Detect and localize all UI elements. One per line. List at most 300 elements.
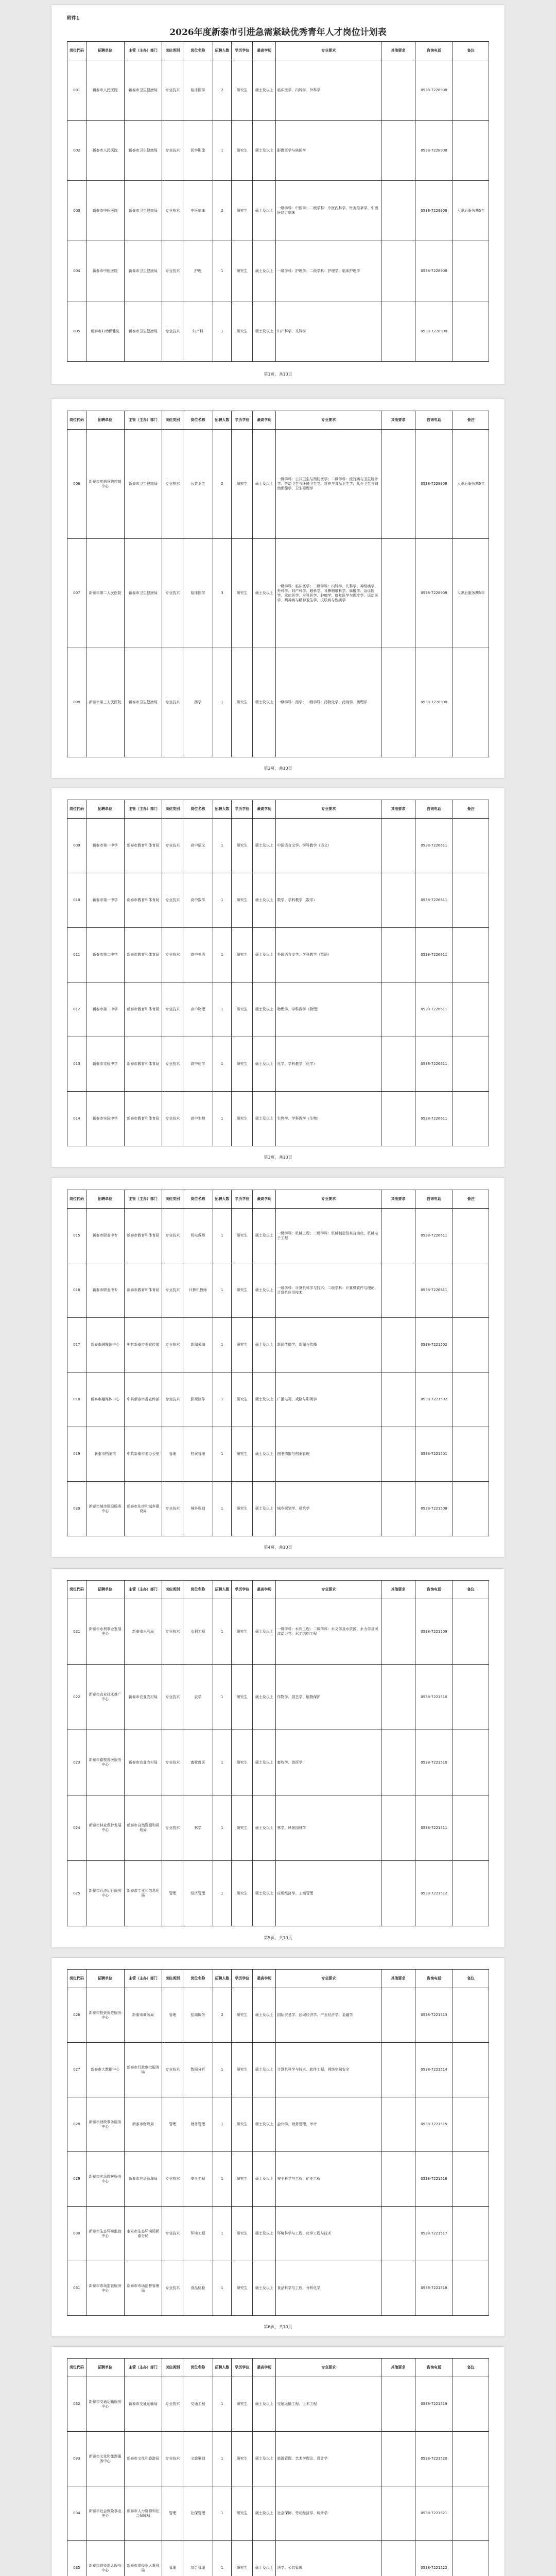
cell-num: 1 <box>213 1795 232 1861</box>
cell-code: 025 <box>67 1861 86 1926</box>
cell-major: 国际贸易学、区域经济学、产业经济学、金融学 <box>276 1988 381 2043</box>
recruitment-table <box>67 800 489 1146</box>
cell-phone: 0538-7221511 <box>415 1795 453 1861</box>
cell-major: 妇产科学、儿科学 <box>276 301 381 362</box>
table-row <box>67 2486 489 2541</box>
cell-deg: 硕士及以上 <box>253 819 276 873</box>
cell-deg: 硕士及以上 <box>253 1988 276 2043</box>
column-header: 备注 <box>453 1970 489 1988</box>
cell-major: 法学、公共管理 <box>276 2541 381 2576</box>
cell-deg: 硕士及以上 <box>253 1599 276 1665</box>
cell-code: 011 <box>67 928 86 982</box>
cell-cat: 专业技术 <box>162 2207 183 2261</box>
cell-note <box>453 928 489 982</box>
cell-edu: 研究生 <box>232 819 253 873</box>
table-row <box>67 241 489 301</box>
cell-cat: 专业技术 <box>162 2152 183 2207</box>
column-header: 招聘人数 <box>213 1970 232 1988</box>
cell-note <box>453 2097 489 2152</box>
table-row <box>67 1795 489 1861</box>
column-header: 招聘单位 <box>86 2359 124 2377</box>
cell-name: 交通工程 <box>183 2377 213 2432</box>
cell-code: 029 <box>67 2152 86 2207</box>
cell-unit: 新泰市疾病预防控制中心 <box>86 430 124 539</box>
cell-cat: 管理 <box>162 1861 183 1926</box>
cell-cat: 专业技术 <box>162 1372 183 1427</box>
table-row <box>67 1037 489 1092</box>
cell-cat: 专业技术 <box>162 1665 183 1730</box>
cell-num: 1 <box>213 928 232 982</box>
column-header: 备注 <box>453 1190 489 1209</box>
cell-note <box>453 2152 489 2207</box>
cell-code: 028 <box>67 2097 86 2152</box>
cell-edu: 研究生 <box>232 241 253 301</box>
cell-unit: 新泰市财政事务服务中心 <box>86 2097 124 2152</box>
cell-code: 035 <box>67 2541 86 2576</box>
table-row <box>67 2432 489 2486</box>
cell-num: 1 <box>213 1665 232 1730</box>
column-header: 主管（主办）部门 <box>124 800 162 819</box>
column-header: 岗位名称 <box>183 42 213 60</box>
table-row <box>67 928 489 982</box>
column-header: 主管（主办）部门 <box>124 1190 162 1209</box>
cell-num: 1 <box>213 2043 232 2097</box>
cell-major: 一级学科：水利工程；二级学科：水文学及水资源、水力学及河流动力学、水工结构工程 <box>276 1599 381 1665</box>
cell-other <box>381 430 415 539</box>
cell-deg: 硕士及以上 <box>253 1482 276 1536</box>
cell-unit: 新泰市中医医院 <box>86 241 124 301</box>
cell-other <box>381 2261 415 2316</box>
cell-deg: 硕士及以上 <box>253 121 276 181</box>
cell-unit: 新泰市第一中学 <box>86 819 124 873</box>
cell-note <box>453 2207 489 2261</box>
cell-deg: 硕士及以上 <box>253 2152 276 2207</box>
cell-cat: 专业技术 <box>162 2432 183 2486</box>
column-header: 招聘单位 <box>86 411 124 430</box>
cell-dept: 新泰市人力资源和社会保障局 <box>124 2486 162 2541</box>
cell-dept: 新泰市卫生健康局 <box>124 121 162 181</box>
column-header: 学历学位 <box>232 800 253 819</box>
cell-phone: 0538-7228908 <box>415 121 453 181</box>
cell-name: 公共卫生 <box>183 430 213 539</box>
cell-num: 1 <box>213 1861 232 1926</box>
cell-name: 中医临床 <box>183 181 213 241</box>
cell-deg: 硕士及以上 <box>253 430 276 539</box>
cell-phone: 0538-7226611 <box>415 982 453 1037</box>
cell-deg: 硕士及以上 <box>253 1861 276 1926</box>
cell-cat: 管理 <box>162 1988 183 2043</box>
column-header: 其他要求 <box>381 2359 415 2377</box>
cell-dept: 中共新泰市委宣传部 <box>124 1318 162 1372</box>
cell-major: 旅游管理、艺术学理论、设计学 <box>276 2432 381 2486</box>
cell-phone: 0538-7226611 <box>415 928 453 982</box>
column-header: 学历学位 <box>232 1970 253 1988</box>
cell-note <box>453 873 489 928</box>
column-header: 主管（主办）部门 <box>124 1970 162 1988</box>
column-header: 咨询电话 <box>415 1190 453 1209</box>
cell-deg: 硕士及以上 <box>253 873 276 928</box>
cell-name: 财务管理 <box>183 2097 213 2152</box>
cell-major: 作物学、园艺学、植物保护 <box>276 1665 381 1730</box>
cell-note <box>453 1665 489 1730</box>
cell-deg: 硕士及以上 <box>253 60 276 121</box>
column-header: 岗位类别 <box>162 42 183 60</box>
cell-note <box>453 2043 489 2097</box>
cell-major: 计算机科学与技术、软件工程、网络空间安全 <box>276 2043 381 2097</box>
cell-unit: 新泰市第二中学 <box>86 982 124 1037</box>
cell-edu: 研究生 <box>232 60 253 121</box>
cell-num: 1 <box>213 2377 232 2432</box>
cell-num: 3 <box>213 539 232 648</box>
cell-num: 1 <box>213 121 232 181</box>
table-header-row <box>67 411 489 430</box>
document-page <box>51 1178 505 1557</box>
cell-edu: 研究生 <box>232 2043 253 2097</box>
cell-deg: 硕士及以上 <box>253 2486 276 2541</box>
column-header: 岗位代码 <box>67 411 86 430</box>
cell-phone: 0538-7228908 <box>415 241 453 301</box>
cell-name: 林学 <box>183 1795 213 1861</box>
table-header-row <box>67 800 489 819</box>
cell-cat: 专业技术 <box>162 181 183 241</box>
column-header: 招聘人数 <box>213 411 232 430</box>
table-row <box>67 539 489 648</box>
cell-name: 药学 <box>183 648 213 757</box>
cell-cat: 专业技术 <box>162 1037 183 1092</box>
cell-deg: 硕士及以上 <box>253 1665 276 1730</box>
column-header: 最高学历 <box>253 1581 276 1599</box>
cell-note <box>453 241 489 301</box>
cell-other <box>381 648 415 757</box>
cell-note <box>453 982 489 1037</box>
cell-dept: 新泰市市场监督管理局 <box>124 2261 162 2316</box>
column-header: 岗位代码 <box>67 1970 86 1988</box>
cell-edu: 研究生 <box>232 2486 253 2541</box>
cell-name: 影视制作 <box>183 1372 213 1427</box>
cell-other <box>381 1372 415 1427</box>
cell-dept: 中共新泰市委宣传部 <box>124 1372 162 1427</box>
cell-dept: 新泰市卫生健康局 <box>124 648 162 757</box>
cell-cat: 专业技术 <box>162 928 183 982</box>
table-row <box>67 982 489 1037</box>
cell-deg: 硕士及以上 <box>253 2097 276 2152</box>
cell-edu: 研究生 <box>232 2207 253 2261</box>
table-row <box>67 1092 489 1146</box>
cell-cat: 专业技术 <box>162 241 183 301</box>
cell-phone: 0538-7221519 <box>415 2377 453 2432</box>
cell-name: 档案管理 <box>183 1427 213 1482</box>
cell-cat: 管理 <box>162 2541 183 2576</box>
cell-code: 009 <box>67 819 86 873</box>
cell-code: 022 <box>67 1665 86 1730</box>
cell-name: 水利工程 <box>183 1599 213 1665</box>
cell-num: 1 <box>213 819 232 873</box>
cell-num: 1 <box>213 1482 232 1536</box>
cell-code: 020 <box>67 1482 86 1536</box>
cell-note: 入职后服务期5年 <box>453 539 489 648</box>
column-header: 其他要求 <box>381 42 415 60</box>
column-header: 岗位代码 <box>67 800 86 819</box>
column-header: 主管（主办）部门 <box>124 1581 162 1599</box>
cell-other <box>381 2152 415 2207</box>
cell-deg: 硕士及以上 <box>253 539 276 648</box>
cell-edu: 研究生 <box>232 1599 253 1665</box>
cell-phone: 0538-7228908 <box>415 301 453 362</box>
cell-major: 会计学、财务管理、审计 <box>276 2097 381 2152</box>
table-row <box>67 2377 489 2432</box>
cell-phone: 0538-7221509 <box>415 1599 453 1665</box>
cell-other <box>381 1730 415 1795</box>
cell-code: 004 <box>67 241 86 301</box>
cell-name: 高中生物 <box>183 1092 213 1146</box>
table-row <box>67 1665 489 1730</box>
cell-deg: 硕士及以上 <box>253 1092 276 1146</box>
cell-deg: 硕士及以上 <box>253 2432 276 2486</box>
cell-num: 1 <box>213 1372 232 1427</box>
cell-note <box>453 1795 489 1861</box>
table-header-row <box>67 1970 489 1988</box>
cell-phone: 0538-7221502 <box>415 1372 453 1427</box>
column-header: 专业要求 <box>276 1581 381 1599</box>
cell-unit: 新泰市市场监管服务中心 <box>86 2261 124 2316</box>
page-footer: 第6页，共10页 <box>264 2325 292 2329</box>
cell-name: 综合管理 <box>183 2541 213 2576</box>
cell-unit: 新泰市退役军人服务中心 <box>86 2541 124 2576</box>
cell-edu: 研究生 <box>232 1318 253 1372</box>
column-header: 咨询电话 <box>415 42 453 60</box>
table-row <box>67 873 489 928</box>
cell-num: 2 <box>213 430 232 539</box>
recruitment-table <box>67 1580 489 1926</box>
table-row <box>67 430 489 539</box>
cell-edu: 研究生 <box>232 539 253 648</box>
cell-dept: 泰安市生态环境局新泰分局 <box>124 2207 162 2261</box>
cell-major: 一级学科：公共卫生与预防医学；二级学科：流行病与卫生统计学、劳动卫生与环境卫生学、营养与食品卫生学、儿少卫生与妇幼保健学、卫生毒理学 <box>276 430 381 539</box>
cell-unit: 新泰市生态环境监控中心 <box>86 2207 124 2261</box>
cell-edu: 研究生 <box>232 2152 253 2207</box>
cell-note <box>453 2261 489 2316</box>
cell-major: 城乡规划学、建筑学 <box>276 1482 381 1536</box>
cell-note <box>453 1482 489 1536</box>
cell-name: 高中物理 <box>183 982 213 1037</box>
table-row <box>67 819 489 873</box>
column-header: 岗位类别 <box>162 800 183 819</box>
cell-dept: 新泰市自然资源和规划局 <box>124 1795 162 1861</box>
cell-phone: 0538-7221518 <box>415 2261 453 2316</box>
cell-dept: 新泰市教育和体育局 <box>124 819 162 873</box>
cell-unit: 新泰市文化和旅游服务中心 <box>86 2432 124 2486</box>
column-header: 备注 <box>453 1581 489 1599</box>
cell-code: 013 <box>67 1037 86 1092</box>
cell-code: 032 <box>67 2377 86 2432</box>
cell-cat: 管理 <box>162 1427 183 1482</box>
cell-phone: 0538-7228908 <box>415 181 453 241</box>
table-row <box>67 1861 489 1926</box>
cell-other <box>381 1861 415 1926</box>
cell-name: 农学 <box>183 1665 213 1730</box>
cell-other <box>381 1988 415 2043</box>
cell-edu: 研究生 <box>232 1263 253 1318</box>
cell-phone: 0538-7221515 <box>415 2097 453 2152</box>
cell-code: 031 <box>67 2261 86 2316</box>
attachment-label: 附件1 <box>67 16 80 21</box>
cell-unit: 新泰市投资促进服务中心 <box>86 1988 124 2043</box>
document-page <box>51 2347 505 2576</box>
column-header: 招聘人数 <box>213 800 232 819</box>
cell-other <box>381 2377 415 2432</box>
cell-deg: 硕士及以上 <box>253 928 276 982</box>
column-header: 岗位类别 <box>162 1581 183 1599</box>
cell-code: 034 <box>67 2486 86 2541</box>
cell-edu: 研究生 <box>232 430 253 539</box>
cell-name: 高中语文 <box>183 819 213 873</box>
cell-note <box>453 2486 489 2541</box>
cell-code: 008 <box>67 648 86 757</box>
cell-edu: 研究生 <box>232 873 253 928</box>
column-header: 最高学历 <box>253 1970 276 1988</box>
cell-note <box>453 2432 489 2486</box>
table-row <box>67 648 489 757</box>
cell-edu: 研究生 <box>232 2541 253 2576</box>
cell-note <box>453 1861 489 1926</box>
cell-unit: 新泰市交通运输服务中心 <box>86 2377 124 2432</box>
cell-deg: 硕士及以上 <box>253 1037 276 1092</box>
column-header: 专业要求 <box>276 1190 381 1209</box>
column-header: 招聘单位 <box>86 42 124 60</box>
cell-name: 社保管理 <box>183 2486 213 2541</box>
cell-unit: 新泰市经济运行服务中心 <box>86 1861 124 1926</box>
cell-other <box>381 1037 415 1092</box>
cell-code: 033 <box>67 2432 86 2486</box>
cell-unit: 新泰市融媒体中心 <box>86 1372 124 1427</box>
cell-num: 1 <box>213 873 232 928</box>
cell-name: 数据分析 <box>183 2043 213 2097</box>
cell-name: 新闻采编 <box>183 1318 213 1372</box>
cell-deg: 硕士及以上 <box>253 181 276 241</box>
column-header: 学历学位 <box>232 1190 253 1209</box>
cell-code: 001 <box>67 60 86 121</box>
cell-name: 高中化学 <box>183 1037 213 1092</box>
cell-unit: 新泰市职业中专 <box>86 1209 124 1263</box>
column-header: 专业要求 <box>276 42 381 60</box>
cell-major: 图书情报与档案管理 <box>276 1427 381 1482</box>
cell-other <box>381 2207 415 2261</box>
cell-deg: 硕士及以上 <box>253 2541 276 2576</box>
cell-num: 1 <box>213 982 232 1037</box>
cell-cat: 专业技术 <box>162 539 183 648</box>
cell-other <box>381 819 415 873</box>
cell-edu: 研究生 <box>232 2432 253 2486</box>
column-header: 备注 <box>453 2359 489 2377</box>
cell-num: 1 <box>213 1092 232 1146</box>
cell-unit: 新泰市中医医院 <box>86 181 124 241</box>
table-header-row <box>67 42 489 60</box>
cell-code: 018 <box>67 1372 86 1427</box>
cell-cat: 专业技术 <box>162 1730 183 1795</box>
cell-num: 1 <box>213 241 232 301</box>
cell-unit: 新泰市农业技术推广中心 <box>86 1665 124 1730</box>
cell-name: 文旅策划 <box>183 2432 213 2486</box>
cell-other <box>381 1665 415 1730</box>
cell-major: 环境科学与工程、化学工程与技术 <box>276 2207 381 2261</box>
page-footer: 第3页，共10页 <box>264 1155 292 1160</box>
column-header: 最高学历 <box>253 2359 276 2377</box>
cell-note: 入职后服务期5年 <box>453 430 489 539</box>
column-header: 招聘人数 <box>213 42 232 60</box>
cell-cat: 管理 <box>162 2486 183 2541</box>
cell-dept: 新泰市住房和城乡建设局 <box>124 1482 162 1536</box>
cell-other <box>381 2043 415 2097</box>
table-row <box>67 2541 489 2576</box>
cell-code: 024 <box>67 1795 86 1861</box>
cell-phone: 0538-7221522 <box>415 2541 453 2576</box>
page-footer: 第5页，共10页 <box>264 1936 292 1940</box>
cell-unit: 新泰市人民医院 <box>86 60 124 121</box>
cell-note <box>453 1318 489 1372</box>
cell-unit: 新泰市融媒体中心 <box>86 1318 124 1372</box>
cell-note <box>453 1037 489 1092</box>
cell-edu: 研究生 <box>232 1988 253 2043</box>
cell-dept: 中共新泰市委办公室 <box>124 1427 162 1482</box>
cell-phone: 0538-7221520 <box>415 2432 453 2486</box>
page-footer: 第2页，共10页 <box>264 766 292 771</box>
column-header: 学历学位 <box>232 1581 253 1599</box>
column-header: 最高学历 <box>253 800 276 819</box>
cell-edu: 研究生 <box>232 181 253 241</box>
cell-dept: 新泰市卫生健康局 <box>124 301 162 362</box>
cell-other <box>381 1427 415 1482</box>
cell-edu: 研究生 <box>232 1209 253 1263</box>
cell-name: 安全工程 <box>183 2152 213 2207</box>
cell-other <box>381 982 415 1037</box>
cell-name: 机电教师 <box>183 1209 213 1263</box>
cell-dept: 新泰市卫生健康局 <box>124 539 162 648</box>
cell-deg: 硕士及以上 <box>253 301 276 362</box>
cell-note <box>453 2541 489 2576</box>
column-header: 备注 <box>453 800 489 819</box>
cell-note <box>453 60 489 121</box>
column-header: 专业要求 <box>276 2359 381 2377</box>
cell-other <box>381 1795 415 1861</box>
cell-code: 005 <box>67 301 86 362</box>
cell-major: 一级学科：计算机科学与技术；二级学科：计算机软件与理论、计算机应用技术 <box>276 1263 381 1318</box>
cell-cat: 专业技术 <box>162 1318 183 1372</box>
cell-unit: 新泰市职业中专 <box>86 1263 124 1318</box>
cell-other <box>381 121 415 181</box>
cell-note <box>453 819 489 873</box>
cell-note <box>453 1988 489 2043</box>
cell-note <box>453 1092 489 1146</box>
cell-major: 一级学科：护理学；二级学科：护理学、临床护理学 <box>276 241 381 301</box>
document-page <box>51 399 505 778</box>
document-title: 2026年度新泰市引进急需紧缺优秀青年人才岗位计划表 <box>169 27 387 38</box>
cell-code: 021 <box>67 1599 86 1665</box>
cell-code: 019 <box>67 1427 86 1482</box>
cell-edu: 研究生 <box>232 301 253 362</box>
cell-note <box>453 2377 489 2432</box>
cell-major: 化学、学科教学（化学） <box>276 1037 381 1092</box>
cell-dept: 新泰市教育和体育局 <box>124 928 162 982</box>
table-row <box>67 1599 489 1665</box>
cell-edu: 研究生 <box>232 2377 253 2432</box>
cell-dept: 新泰市教育和体育局 <box>124 1263 162 1318</box>
cell-num: 1 <box>213 1318 232 1372</box>
cell-other <box>381 2486 415 2541</box>
table-row <box>67 2207 489 2261</box>
cell-name: 医学影像 <box>183 121 213 181</box>
cell-other <box>381 1318 415 1372</box>
column-header: 岗位类别 <box>162 2359 183 2377</box>
